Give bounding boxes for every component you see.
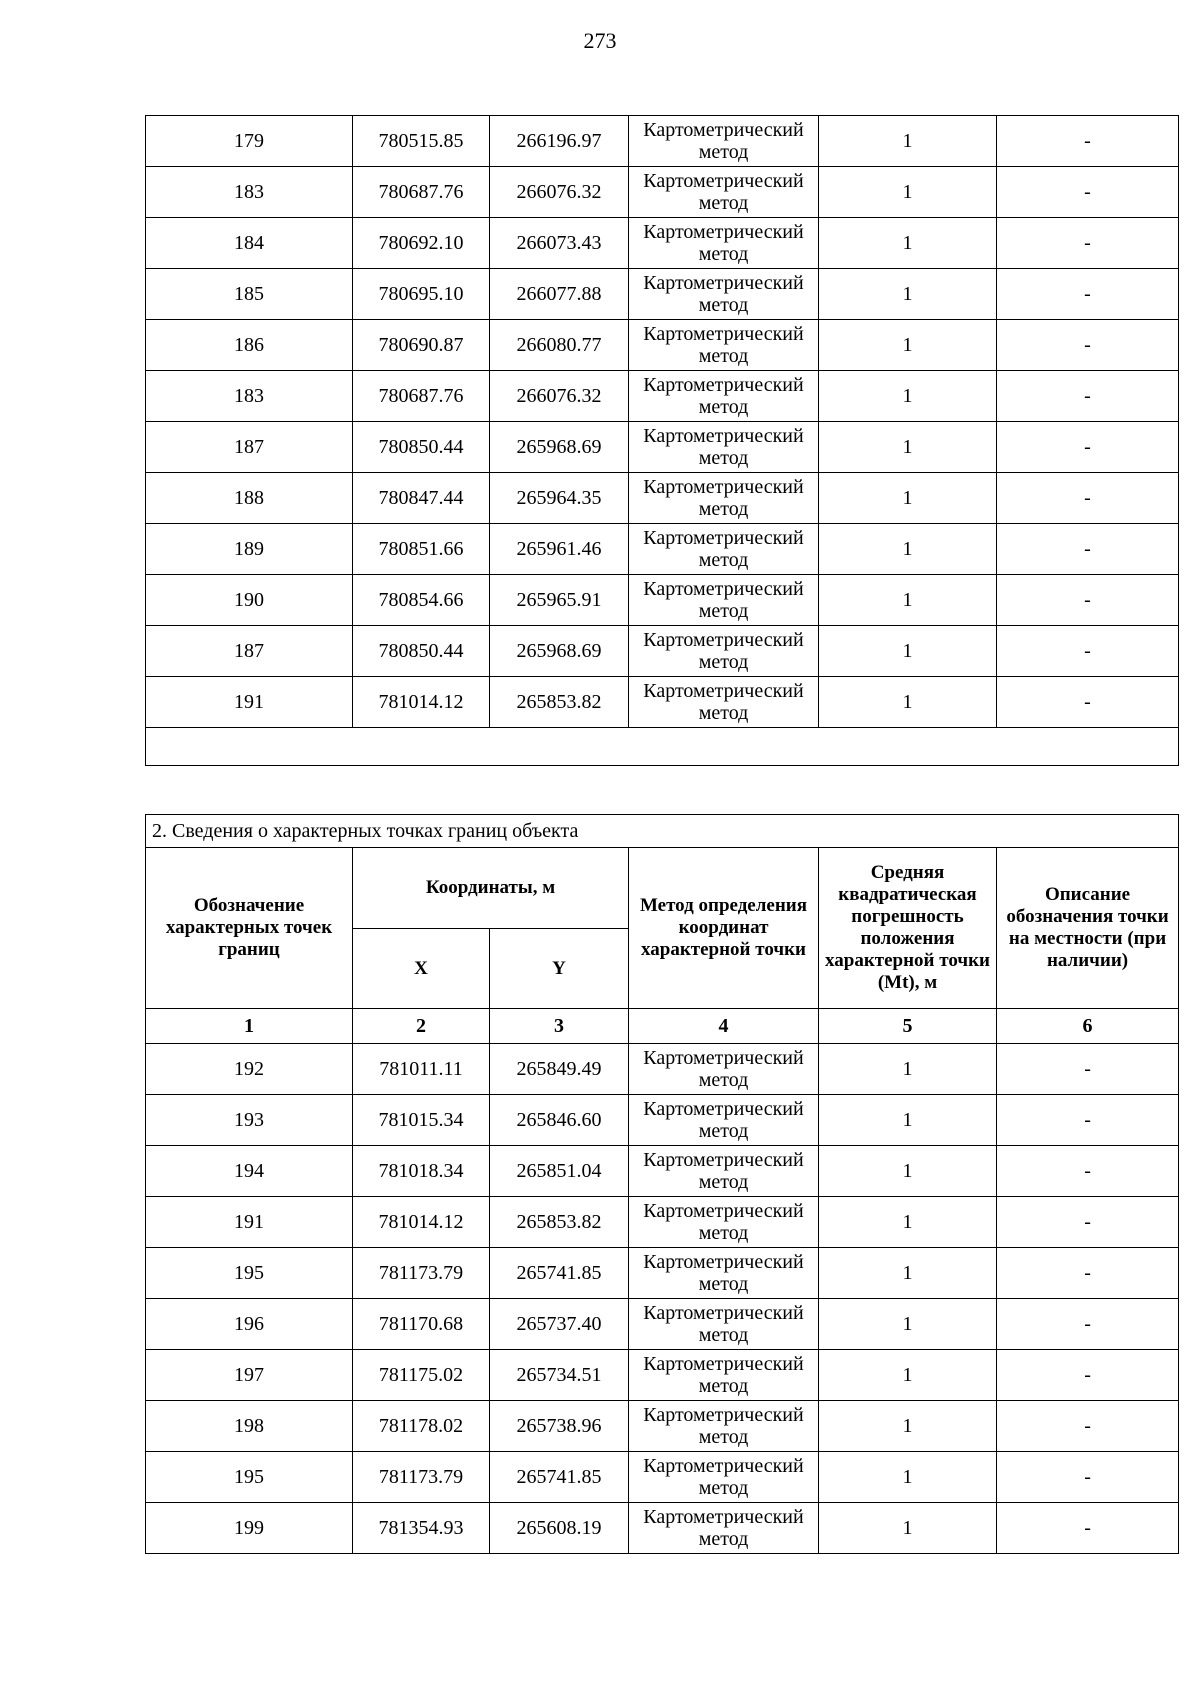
cell-description: -	[997, 1350, 1179, 1401]
cell-x: 781175.02	[353, 1350, 490, 1401]
cell-method: Картометрический метод	[629, 473, 819, 524]
cell-x: 780851.66	[353, 524, 490, 575]
table-row	[146, 116, 1179, 167]
cell-y: 265741.85	[490, 1452, 629, 1503]
cell-point: 187	[146, 626, 353, 677]
cell-description: -	[997, 1248, 1179, 1299]
cell-point: 197	[146, 1350, 353, 1401]
cell-description: -	[997, 269, 1179, 320]
cell-y: 265734.51	[490, 1350, 629, 1401]
empty-cell	[146, 728, 1179, 766]
cell-method: Картометрический метод	[629, 269, 819, 320]
cell-method: Картометрический метод	[629, 626, 819, 677]
cell-point: 192	[146, 1044, 353, 1095]
table-row	[146, 167, 1179, 218]
cell-y: 265853.82	[490, 677, 629, 728]
header-x: X	[353, 929, 490, 1009]
cell-x: 780687.76	[353, 371, 490, 422]
table-row	[146, 1401, 1179, 1452]
table-row	[146, 422, 1179, 473]
cell-y: 266073.43	[490, 218, 629, 269]
cell-error: 1	[819, 626, 997, 677]
cell-y: 265961.46	[490, 524, 629, 575]
cell-error: 1	[819, 218, 997, 269]
cell-x: 780850.44	[353, 626, 490, 677]
cell-x: 780690.87	[353, 320, 490, 371]
header-method: Метод определения координат характерной точки	[629, 848, 819, 1009]
cell-method: Картометрический метод	[629, 1299, 819, 1350]
cell-error: 1	[819, 167, 997, 218]
cell-method: Картометрический метод	[629, 524, 819, 575]
cell-point: 191	[146, 677, 353, 728]
cell-error: 1	[819, 1452, 997, 1503]
cell-error: 1	[819, 422, 997, 473]
table-row	[146, 1503, 1179, 1554]
table-row	[146, 677, 1179, 728]
cell-point: 183	[146, 371, 353, 422]
cell-point: 195	[146, 1452, 353, 1503]
cell-point: 193	[146, 1095, 353, 1146]
cell-error: 1	[819, 1401, 997, 1452]
cell-method: Картометрический метод	[629, 116, 819, 167]
cell-method: Картометрический метод	[629, 218, 819, 269]
bottom-table-body	[146, 1044, 1179, 1554]
cell-y: 265965.91	[490, 575, 629, 626]
cell-y: 265964.35	[490, 473, 629, 524]
cell-x: 781011.11	[353, 1044, 490, 1095]
cell-point: 183	[146, 167, 353, 218]
cell-description: -	[997, 626, 1179, 677]
cell-description: -	[997, 422, 1179, 473]
cell-error: 1	[819, 1299, 997, 1350]
cell-error: 1	[819, 677, 997, 728]
cell-error: 1	[819, 1095, 997, 1146]
header-coords: Координаты, м	[353, 848, 629, 929]
cell-point: 184	[146, 218, 353, 269]
cell-error: 1	[819, 575, 997, 626]
header-point: Обозначение характерных точек границ	[146, 848, 353, 1009]
table-row	[146, 1452, 1179, 1503]
column-number: 6	[997, 1009, 1179, 1044]
cell-x: 781173.79	[353, 1452, 490, 1503]
column-number: 2	[353, 1009, 490, 1044]
cell-method: Картометрический метод	[629, 1350, 819, 1401]
cell-x: 781018.34	[353, 1146, 490, 1197]
cell-error: 1	[819, 371, 997, 422]
cell-point: 185	[146, 269, 353, 320]
cell-error: 1	[819, 1503, 997, 1554]
empty-row	[146, 728, 1179, 766]
cell-x: 780850.44	[353, 422, 490, 473]
cell-y: 265738.96	[490, 1401, 629, 1452]
cell-x: 781178.02	[353, 1401, 490, 1452]
cell-y: 265968.69	[490, 626, 629, 677]
table-row	[146, 1350, 1179, 1401]
cell-x: 781354.93	[353, 1503, 490, 1554]
table-caption: 2. Сведения о характерных точках границ объекта	[146, 815, 1179, 848]
cell-point: 198	[146, 1401, 353, 1452]
boundary-points-table	[145, 814, 1179, 1554]
cell-y: 265737.40	[490, 1299, 629, 1350]
cell-description: -	[997, 677, 1179, 728]
cell-point: 190	[146, 575, 353, 626]
cell-method: Картометрический метод	[629, 371, 819, 422]
cell-error: 1	[819, 1248, 997, 1299]
cell-point: 199	[146, 1503, 353, 1554]
cell-method: Картометрический метод	[629, 422, 819, 473]
cell-description: -	[997, 575, 1179, 626]
table-row	[146, 1299, 1179, 1350]
cell-x: 781173.79	[353, 1248, 490, 1299]
cell-point: 188	[146, 473, 353, 524]
table-row	[146, 1248, 1179, 1299]
header-description: Описание обозначения точки на местности (при наличии)	[997, 848, 1179, 1009]
cell-y: 265968.69	[490, 422, 629, 473]
cell-description: -	[997, 1503, 1179, 1554]
cell-method: Картометрический метод	[629, 1197, 819, 1248]
column-number: 4	[629, 1009, 819, 1044]
cell-y: 265851.04	[490, 1146, 629, 1197]
column-number: 3	[490, 1009, 629, 1044]
cell-point: 191	[146, 1197, 353, 1248]
cell-description: -	[997, 1146, 1179, 1197]
cell-description: -	[997, 1044, 1179, 1095]
cell-method: Картометрический метод	[629, 167, 819, 218]
cell-y: 265741.85	[490, 1248, 629, 1299]
cell-y: 266076.32	[490, 167, 629, 218]
cell-x: 780854.66	[353, 575, 490, 626]
table-row	[146, 1044, 1179, 1095]
cell-x: 780692.10	[353, 218, 490, 269]
cell-error: 1	[819, 116, 997, 167]
cell-error: 1	[819, 1197, 997, 1248]
column-number: 5	[819, 1009, 997, 1044]
cell-point: 187	[146, 422, 353, 473]
table-row	[146, 524, 1179, 575]
cell-description: -	[997, 320, 1179, 371]
cell-point: 179	[146, 116, 353, 167]
table-row	[146, 269, 1179, 320]
cell-x: 781170.68	[353, 1299, 490, 1350]
cell-x: 780847.44	[353, 473, 490, 524]
cell-y: 266077.88	[490, 269, 629, 320]
cell-error: 1	[819, 524, 997, 575]
cell-description: -	[997, 1095, 1179, 1146]
cell-error: 1	[819, 1350, 997, 1401]
cell-point: 196	[146, 1299, 353, 1350]
cell-method: Картометрический метод	[629, 1503, 819, 1554]
cell-y: 265853.82	[490, 1197, 629, 1248]
cell-method: Картометрический метод	[629, 1044, 819, 1095]
cell-y: 266080.77	[490, 320, 629, 371]
top-coordinates-table	[145, 115, 1179, 766]
cell-point: 195	[146, 1248, 353, 1299]
cell-description: -	[997, 116, 1179, 167]
page-number: 273	[583, 28, 617, 53]
cell-error: 1	[819, 320, 997, 371]
cell-method: Картометрический метод	[629, 1401, 819, 1452]
cell-point: 186	[146, 320, 353, 371]
header-error: Средняя квадратическая погрешность положения характерной точки (Mt), м	[819, 848, 997, 1009]
cell-description: -	[997, 167, 1179, 218]
table-row	[146, 1197, 1179, 1248]
cell-point: 194	[146, 1146, 353, 1197]
cell-method: Картометрический метод	[629, 320, 819, 371]
cell-description: -	[997, 524, 1179, 575]
cell-method: Картометрический метод	[629, 1248, 819, 1299]
cell-y: 265608.19	[490, 1503, 629, 1554]
cell-description: -	[997, 218, 1179, 269]
cell-method: Картометрический метод	[629, 677, 819, 728]
cell-method: Картометрический метод	[629, 1452, 819, 1503]
column-number: 1	[146, 1009, 353, 1044]
cell-x: 780687.76	[353, 167, 490, 218]
cell-description: -	[997, 1299, 1179, 1350]
cell-method: Картометрический метод	[629, 575, 819, 626]
cell-y: 266076.32	[490, 371, 629, 422]
table-row	[146, 1146, 1179, 1197]
cell-y: 266196.97	[490, 116, 629, 167]
cell-x: 780695.10	[353, 269, 490, 320]
cell-description: -	[997, 473, 1179, 524]
cell-method: Картометрический метод	[629, 1146, 819, 1197]
cell-y: 265846.60	[490, 1095, 629, 1146]
cell-x: 781014.12	[353, 677, 490, 728]
cell-error: 1	[819, 1044, 997, 1095]
cell-error: 1	[819, 473, 997, 524]
cell-y: 265849.49	[490, 1044, 629, 1095]
cell-method: Картометрический метод	[629, 1095, 819, 1146]
cell-description: -	[997, 1452, 1179, 1503]
top-table-body	[146, 116, 1179, 766]
cell-description: -	[997, 1197, 1179, 1248]
cell-description: -	[997, 1401, 1179, 1452]
table-row	[146, 320, 1179, 371]
table-row	[146, 1095, 1179, 1146]
cell-description: -	[997, 371, 1179, 422]
cell-x: 781015.34	[353, 1095, 490, 1146]
header-y: Y	[490, 929, 629, 1009]
table-row	[146, 626, 1179, 677]
cell-point: 189	[146, 524, 353, 575]
table-row	[146, 473, 1179, 524]
table-row	[146, 218, 1179, 269]
cell-error: 1	[819, 269, 997, 320]
cell-error: 1	[819, 1146, 997, 1197]
table-row	[146, 575, 1179, 626]
table-row	[146, 371, 1179, 422]
cell-x: 781014.12	[353, 1197, 490, 1248]
cell-x: 780515.85	[353, 116, 490, 167]
